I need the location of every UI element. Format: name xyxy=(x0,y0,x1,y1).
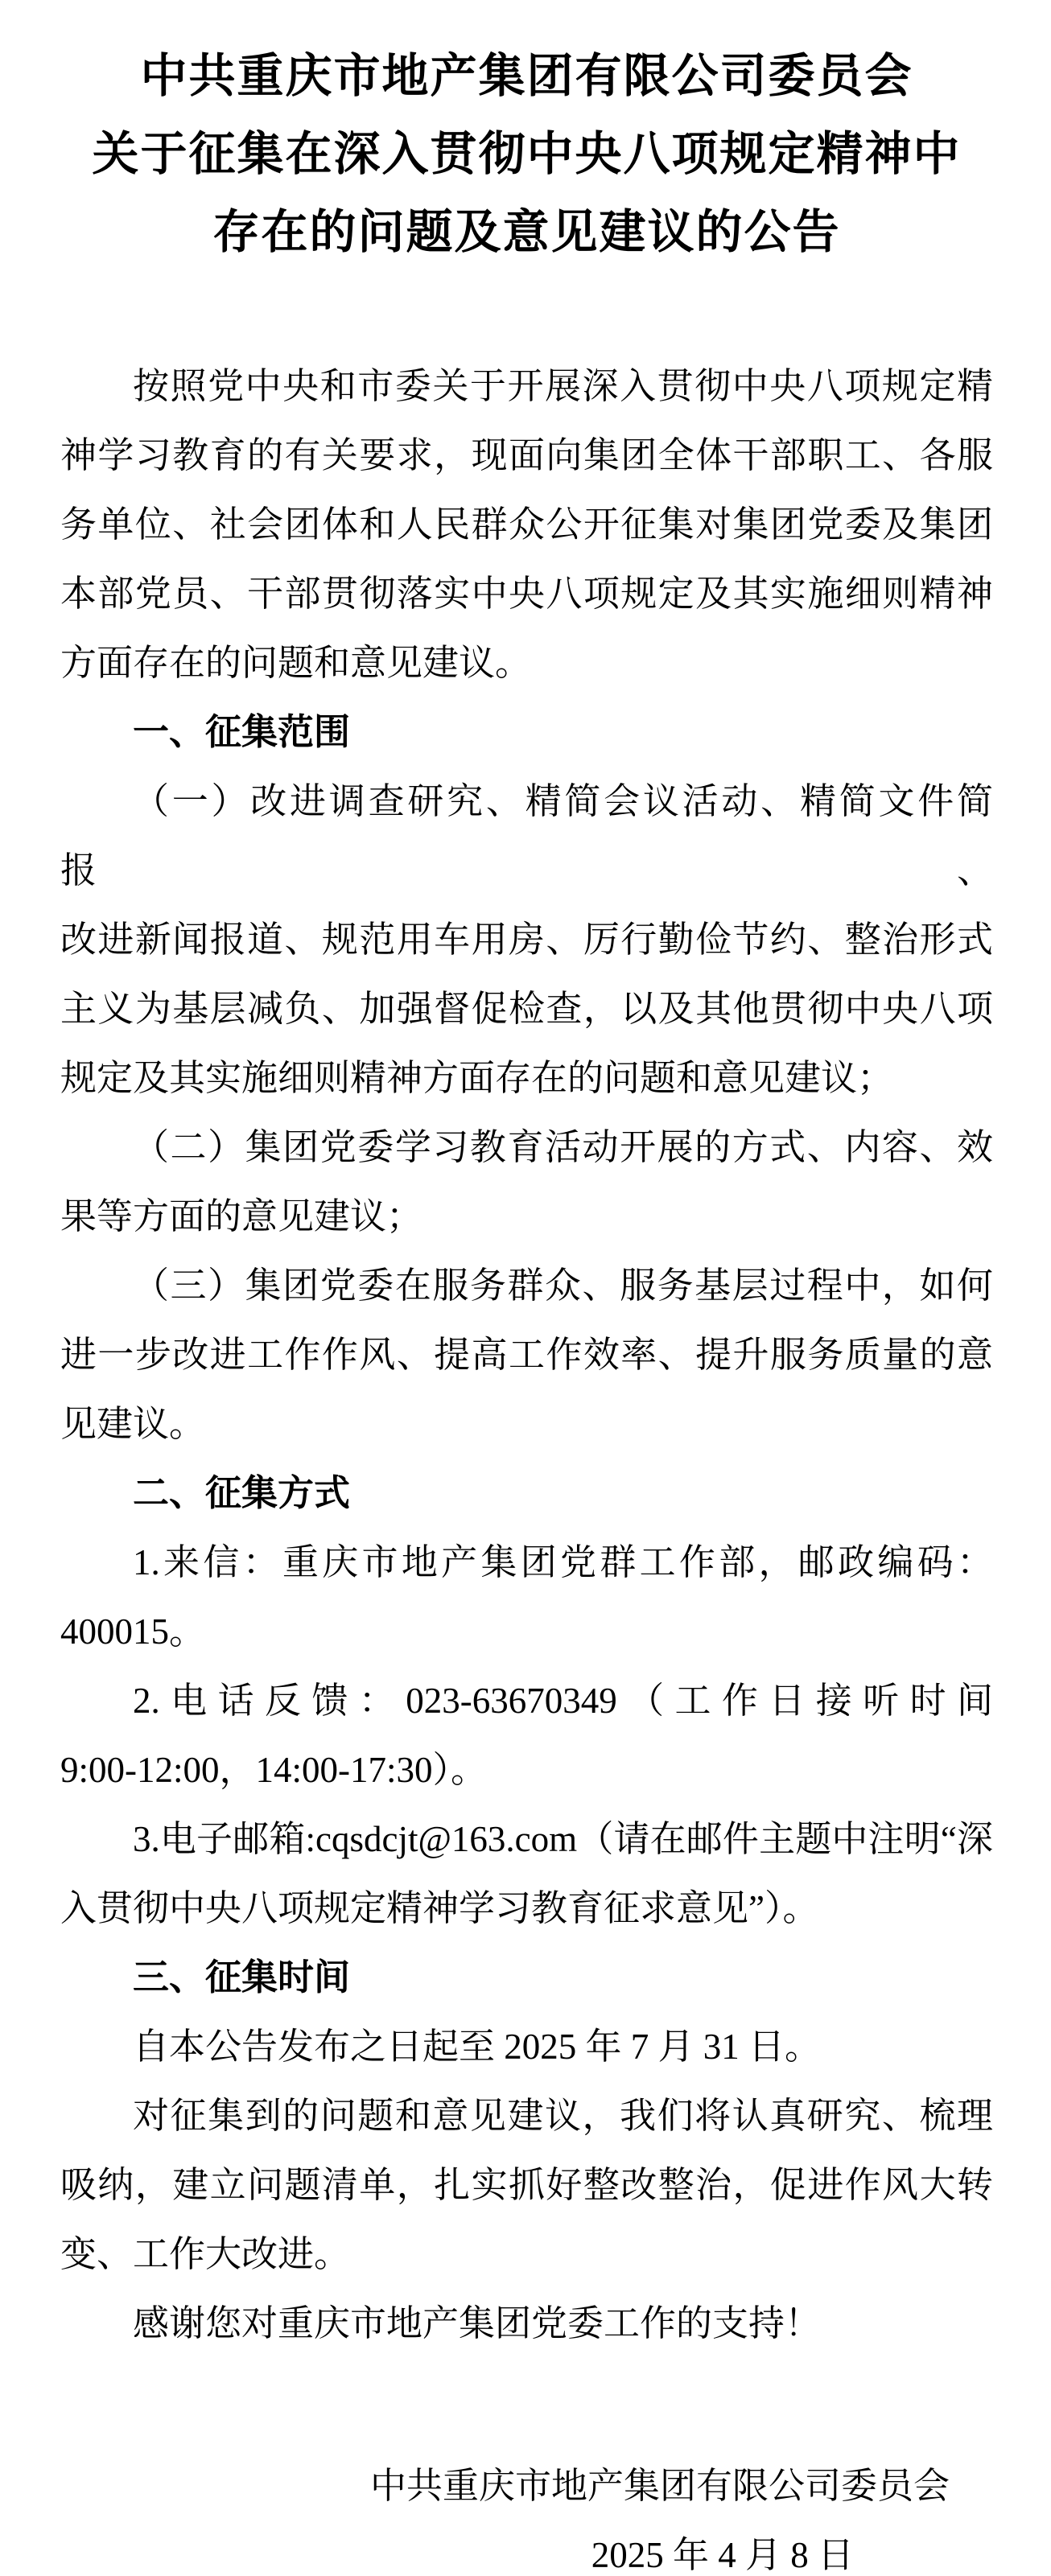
body-line: 改进新闻报道、规范用车用房、厉行勤俭节约、整治形式 xyxy=(60,920,993,960)
body-line: 见建议。 xyxy=(60,1404,206,1444)
body-line: 对征集到的问题和意见建议，我们将认真研究、梳理 xyxy=(133,2096,993,2136)
body-line: 神学习教育的有关要求，现面向集团全体干部职工、各服 xyxy=(60,435,993,475)
body-line: 方面存在的问题和意见建议。 xyxy=(60,643,532,683)
section-heading-scope: 一、征集范围 xyxy=(133,711,351,752)
signature-organization: 中共重庆市地产集团有限公司委员会 xyxy=(369,2466,950,2506)
body-line-phone: 2.电话反馈：023-63670349（工作日接听时间 xyxy=(133,1681,993,1721)
body-line: 务单位、社会团体和人民群众公开征集对集团党委及集团 xyxy=(60,504,993,545)
section-heading-method: 二、征集方式 xyxy=(133,1472,351,1513)
body-line: 按照党中央和市委关于开展深入贯彻中央八项规定精 xyxy=(133,366,993,406)
body-line: （三）集团党委在服务群众、服务基层过程中，如何 xyxy=(133,1265,993,1306)
title-line-2: 关于征集在深入贯彻中央八项规定精神中 xyxy=(92,128,962,180)
body-line: 进一步改进工作作风、提高工作效率、提升服务质量的意 xyxy=(60,1335,993,1375)
body-line: 吸纳，建立问题清单，扎实抓好整改整治，促进作风大转 xyxy=(60,2165,993,2205)
body-line-email: 3.电子邮箱:cqsdcjt@163.com（请在邮件主题中注明“深 xyxy=(133,1819,993,1859)
body-line-deadline: 自本公告发布之日起至 2025 年 7 月 31 日。 xyxy=(133,2027,822,2067)
body-line: 果等方面的意见建议； xyxy=(60,1196,423,1237)
signature-block xyxy=(60,2451,993,2576)
title-line-3: 存在的问题及意见建议的公告 xyxy=(212,206,841,258)
body-line: （一）改进调查研究、精简会议活动、精简文件简报、 xyxy=(60,781,993,891)
body-line: 主义为基层减负、加强督促检查，以及其他贯彻中央八项 xyxy=(60,989,993,1029)
body-line: 规定及其实施细则精神方面存在的问题和意见建议； xyxy=(60,1058,894,1098)
signature-date: 2025 年 4 月 8 日 xyxy=(591,2535,854,2575)
document-body xyxy=(60,352,993,2576)
body-line-phone-hours: 9:00-12:00，14:00-17:30）。 xyxy=(60,1750,487,1790)
document-title xyxy=(60,37,993,271)
body-line-postal-code: 400015。 xyxy=(60,1611,206,1652)
body-line: 入贯彻中央八项规定精神学习教育征求意见”）。 xyxy=(60,1888,819,1928)
body-line: 本部党员、干部贯彻落实中央八项规定及其实施细则精神 xyxy=(60,574,993,614)
section-heading-time: 三、征集时间 xyxy=(133,1957,351,1998)
body-line: （二）集团党委学习教育活动开展的方式、内容、效 xyxy=(133,1127,993,1167)
body-line: 变、工作大改进。 xyxy=(60,2234,351,2274)
body-line-thanks: 感谢您对重庆市地产集团党委工作的支持！ xyxy=(133,2303,822,2344)
body-line-mail-address: 1.来信：重庆市地产集团党群工作部，邮政编码： xyxy=(133,1542,993,1582)
title-line-1: 中共重庆市地产集团有限公司委员会 xyxy=(140,50,913,102)
